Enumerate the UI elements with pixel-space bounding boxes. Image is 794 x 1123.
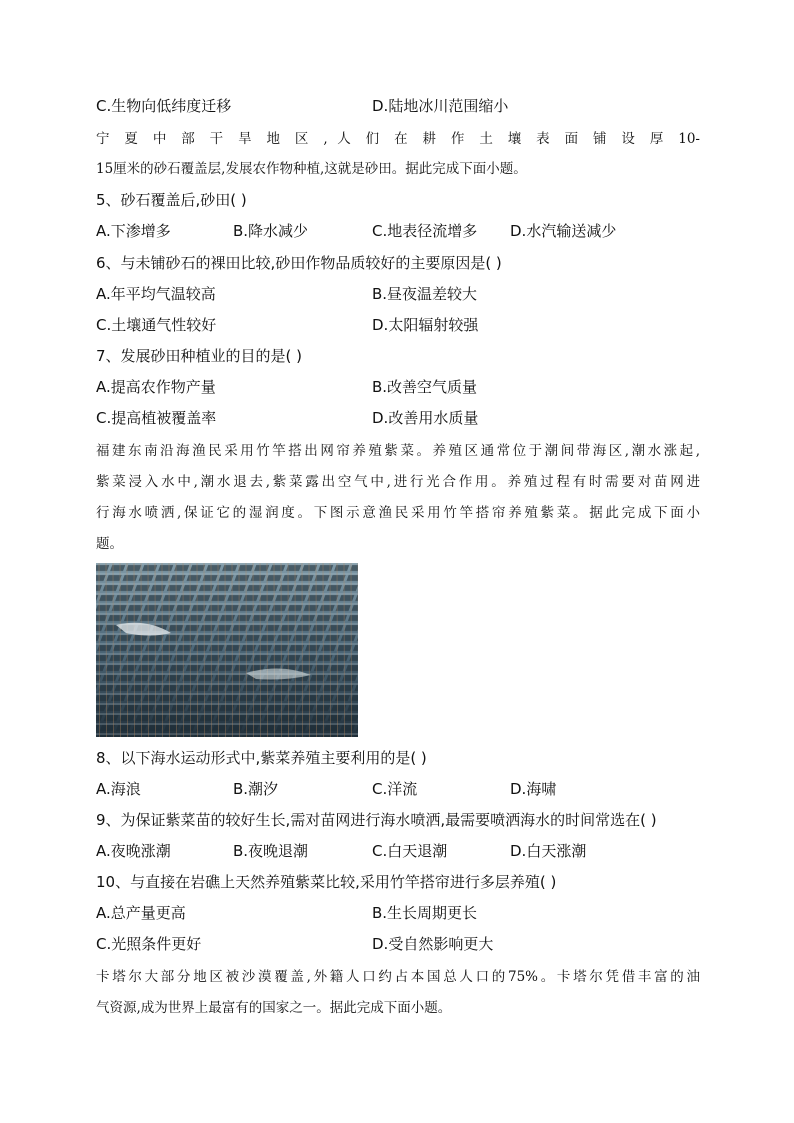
q10-stem: 10、与直接在岩礁上天然养殖紫菜比较,采用竹竿搭帘进行多层养殖( ) (96, 873, 557, 891)
q7-stem: 7、发展砂田种植业的目的是( ) (96, 347, 303, 365)
seaweed-farm-photo (96, 563, 358, 737)
q7-option-a: A.提高农作物产量 (96, 378, 216, 396)
q6-stem: 6、与未铺砂石的裸田比较,砂田作物品质较好的主要原因是( ) (96, 254, 502, 272)
q7-option-d: D.改善用水质量 (372, 409, 479, 427)
q6-option-a: A.年平均气温较高 (96, 285, 216, 303)
passage3-line2: 气资源,成为世界上最富有的国家之一。据此完成下面小题。 (96, 1000, 452, 1016)
q7-option-c: C.提高植被覆盖率 (96, 409, 217, 427)
q8-stem: 8、以下海水运动形式中,紫菜养殖主要利用的是( ) (96, 749, 427, 767)
q5-option-b: B.降水减少 (233, 222, 309, 240)
q7-option-b: B.改善空气质量 (372, 378, 478, 396)
q9-stem: 9、为保证紫菜苗的较好生长,需对苗网进行海水喷洒,最需要喷洒海水的时间常选在( ) (96, 811, 657, 829)
q4-option-c: C.生物向低纬度迁移 (96, 97, 232, 115)
q10-option-c: C.光照条件更好 (96, 935, 202, 953)
q10-option-b: B.生长周期更长 (372, 904, 478, 922)
q9-option-c: C.白天退潮 (372, 842, 448, 860)
passage1-line1: 宁 夏 中 部 干 旱 地 区 , 人 们 在 耕 作 土 壤 表 面 铺 设 厚 10- (96, 131, 700, 147)
q5-option-a: A.下渗增多 (96, 222, 171, 240)
q8-option-c: C.洋流 (372, 780, 418, 798)
q4-option-d: D.陆地冰川范围缩小 (372, 97, 509, 115)
q10-option-a: A.总产量更高 (96, 904, 186, 922)
q8-option-a: A.海浪 (96, 780, 141, 798)
q8-option-d: D.海啸 (510, 780, 557, 798)
q5-option-d: D.水汽输送减少 (510, 222, 617, 240)
q9-option-a: A.夜晚涨潮 (96, 842, 171, 860)
q6-option-d: D.太阳辐射较强 (372, 316, 479, 334)
q9-option-d: D.白天涨潮 (510, 842, 587, 860)
q10-option-d: D.受自然影响更大 (372, 935, 494, 953)
q6-option-c: C.土壤通气性较好 (96, 316, 217, 334)
q5-stem: 5、砂石覆盖后,砂田( ) (96, 191, 247, 209)
q9-option-b: B.夜晚退潮 (233, 842, 309, 860)
q8-option-b: B.潮汐 (233, 780, 279, 798)
q5-option-c: C.地表径流增多 (372, 222, 478, 240)
passage3-line1: 卡塔尔大部分地区被沙漠覆盖,外籍人口约占本国总人口的75%。卡塔尔凭借丰富的油 (96, 969, 700, 985)
passage1-line2: 15厘米的砂石覆盖层,发展农作物种植,这就是砂田。据此完成下面小题。 (96, 161, 527, 177)
q6-option-b: B.昼夜温差较大 (372, 285, 478, 303)
passage2-line2: 紫菜浸入水中,潮水退去,紫菜露出空气中,进行光合作用。养殖过程有时需要对苗网进 (96, 474, 700, 490)
passage2-line1: 福建东南沿海渔民采用竹竿搭出网帘养殖紫菜。养殖区通常位于潮间带海区,潮水涨起, (96, 443, 700, 459)
passage2-line3: 行海水喷洒,保证它的湿润度。下图示意渔民采用竹竿搭帘养殖紫菜。据此完成下面小 (96, 505, 700, 521)
passage2-line4: 题。 (96, 536, 123, 552)
